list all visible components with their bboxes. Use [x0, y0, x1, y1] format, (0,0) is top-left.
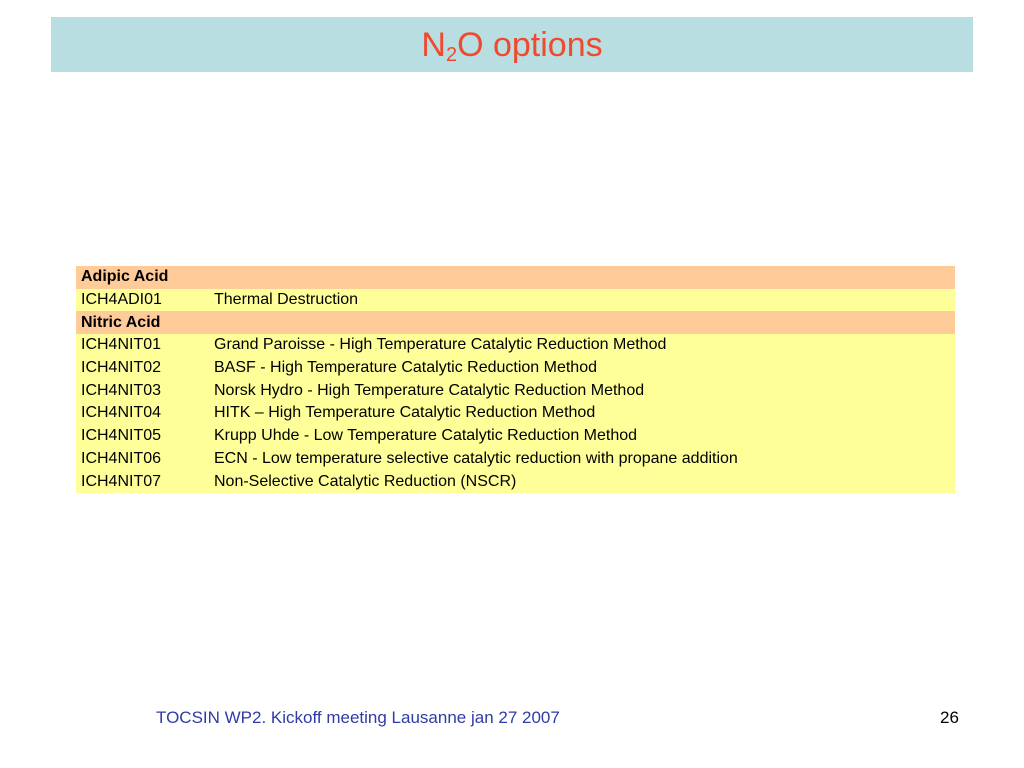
- option-description: Grand Paroisse - High Temperature Catalytic Reduction Method: [209, 334, 955, 357]
- table-row: [76, 402, 955, 425]
- table-row: [76, 379, 955, 402]
- table-row: [76, 425, 955, 448]
- options-table: [76, 266, 955, 493]
- title-suffix: O options: [457, 25, 603, 64]
- option-code: ICH4NIT02: [76, 357, 209, 380]
- table-row: [76, 289, 955, 312]
- table-row: [76, 470, 955, 493]
- section-heading: Nitric Acid: [76, 311, 955, 334]
- option-code: ICH4NIT06: [76, 448, 209, 471]
- slide-title: [421, 25, 603, 66]
- option-description: Krupp Uhde - Low Temperature Catalytic Reduction Method: [209, 425, 955, 448]
- option-description: Thermal Destruction: [209, 289, 955, 312]
- table-row: [76, 448, 955, 471]
- option-description: ECN - Low temperature selective catalytic reduction with propane addition: [209, 448, 955, 471]
- option-code: ICH4ADI01: [76, 289, 209, 312]
- option-description: BASF - High Temperature Catalytic Reduction Method: [209, 357, 955, 380]
- table-row: [76, 334, 955, 357]
- title-prefix: N: [421, 25, 446, 64]
- option-code: ICH4NIT04: [76, 402, 209, 425]
- footer-text: TOCSIN WP2. Kickoff meeting Lausanne jan 27 2007: [156, 708, 560, 727]
- table-row: [76, 357, 955, 380]
- section-header-row: [76, 266, 955, 289]
- option-code: ICH4NIT05: [76, 425, 209, 448]
- option-description: HITK – High Temperature Catalytic Reduction Method: [209, 402, 955, 425]
- title-subscript: 2: [445, 43, 458, 66]
- option-code: ICH4NIT01: [76, 334, 209, 357]
- title-bar: [51, 17, 973, 72]
- option-code: ICH4NIT07: [76, 470, 209, 493]
- option-description: Norsk Hydro - High Temperature Catalytic Reduction Method: [209, 379, 955, 402]
- section-heading: Adipic Acid: [76, 266, 955, 289]
- option-code: ICH4NIT03: [76, 379, 209, 402]
- section-header-row: [76, 311, 955, 334]
- page-number: 26: [940, 708, 959, 727]
- option-description: Non-Selective Catalytic Reduction (NSCR): [209, 470, 955, 493]
